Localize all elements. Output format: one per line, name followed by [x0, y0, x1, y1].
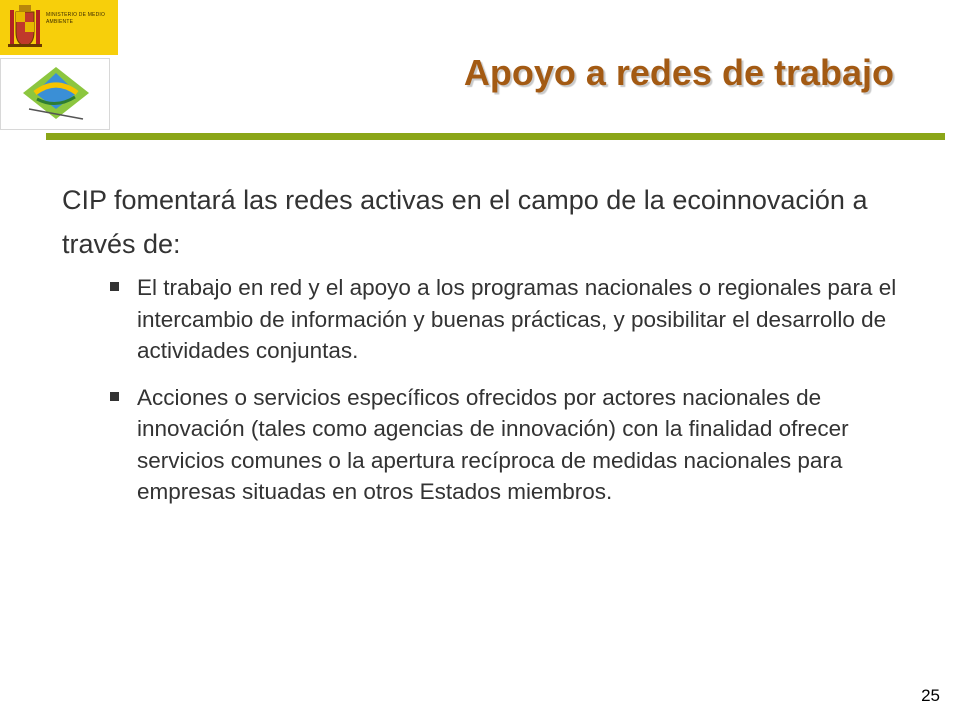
square-bullet-icon	[110, 392, 119, 401]
bullet-text: Acciones o servicios específicos ofrecidos por actores nacionales de innovación (tales como agencias de innovación) con la finalidad ofrecer servicios comunes o la apertura recíproca de medidas nacionales para empresas situadas en otros Estados miembros.	[137, 384, 849, 504]
page-number: 25	[921, 686, 940, 705]
title-underline-rule	[46, 133, 945, 140]
intro-paragraph: CIP fomentará las redes activas en el campo de la ecoinnovación a través de:	[62, 185, 868, 259]
bullet-list	[110, 272, 910, 523]
bullet-item	[110, 272, 910, 367]
network-emblem-icon	[13, 63, 99, 127]
square-bullet-icon	[110, 282, 119, 291]
network-logo	[0, 58, 110, 130]
slide-title: Apoyo a redes de trabajo	[463, 52, 894, 93]
coat-of-arms-icon	[8, 4, 42, 50]
bullet-text: El trabajo en red y el apoyo a los programas nacionales o regionales para el intercambio de información y buenas prácticas, y posibilitar el desarrollo de actividades conjuntas.	[137, 275, 897, 363]
bullet-item	[110, 382, 910, 508]
ministry-logo-text: MINISTERIO DE MEDIO AMBIENTE	[46, 12, 106, 25]
ministry-logo	[0, 0, 118, 55]
